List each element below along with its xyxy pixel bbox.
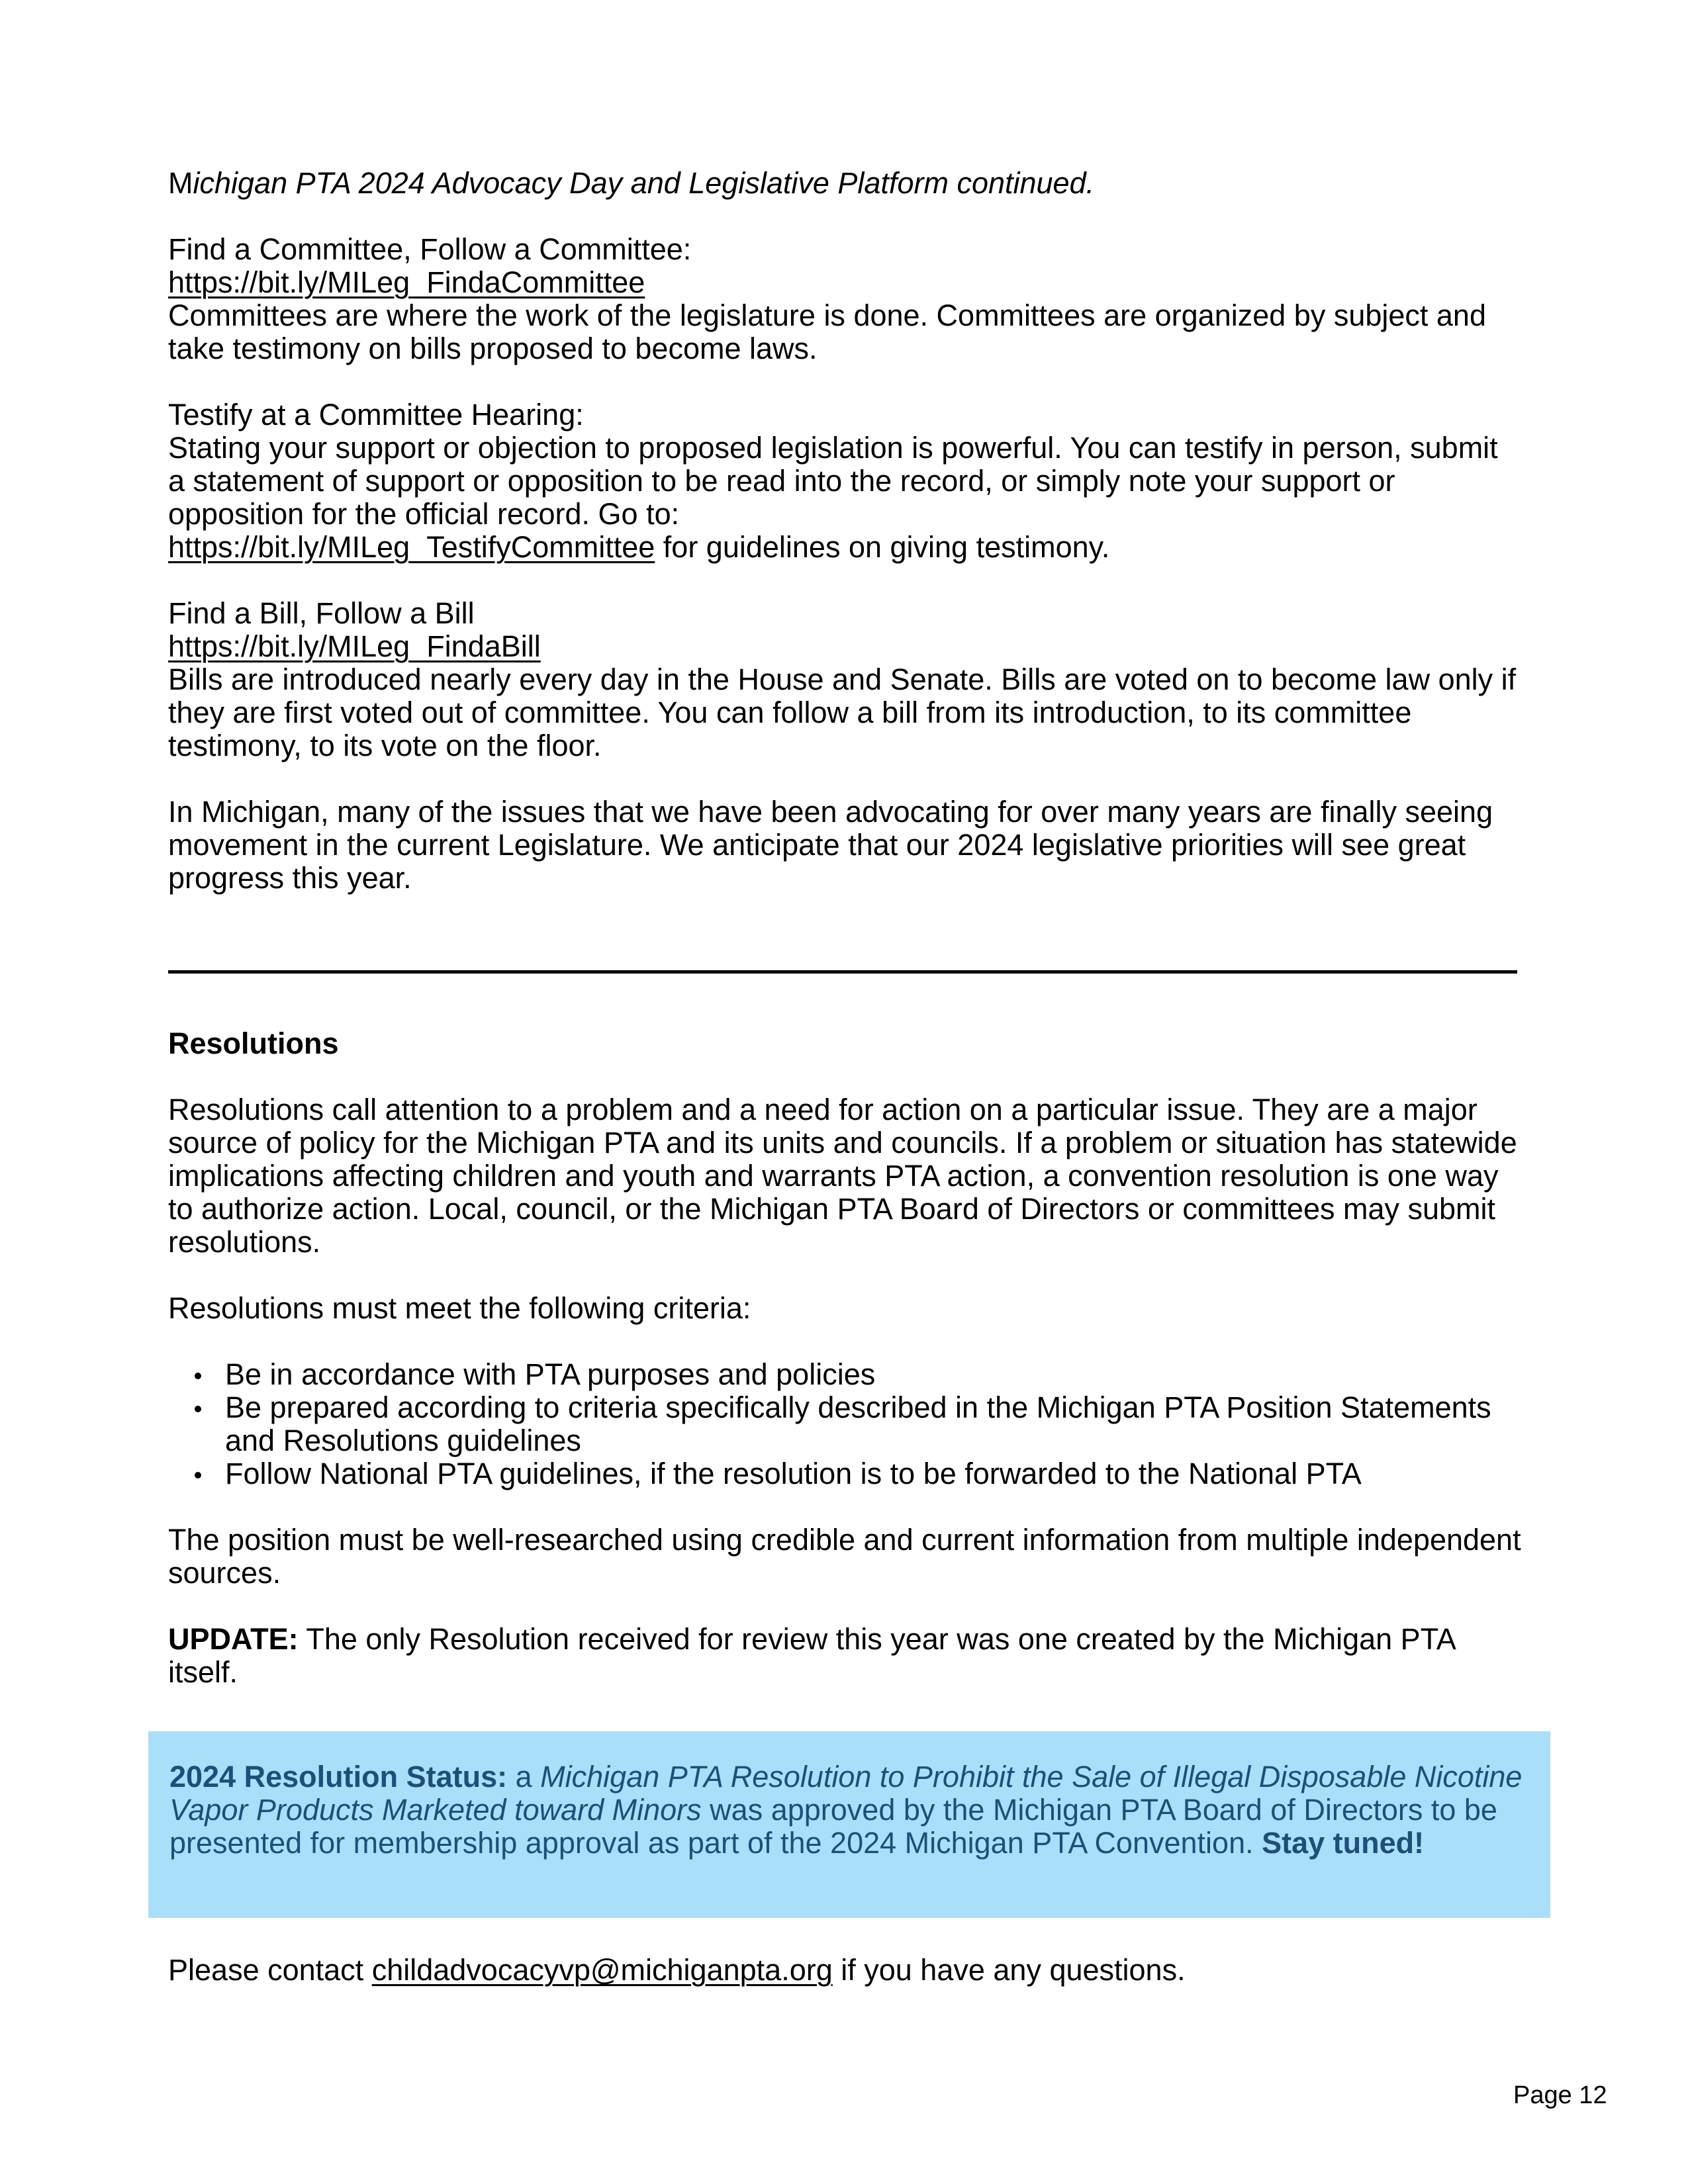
update-label: UPDATE: [168, 1622, 299, 1656]
update-paragraph [168, 1623, 1523, 1689]
section-divider [168, 970, 1517, 974]
criteria-list [168, 1358, 1523, 1490]
bill-link[interactable]: https://bit.ly/MILeg_FindaBill [168, 629, 541, 663]
status-article: a [507, 1760, 541, 1794]
status-text: was approved by the Michigan PTA Board of Directors to be presented for membership approval as part of the 2024 Michigan PTA Convention. [169, 1793, 1497, 1860]
committee-section [168, 233, 1523, 365]
update-text: The only Resolution received for review this year was one created by the Michigan PTA itself. [168, 1622, 1455, 1689]
testify-heading: Testify at a Committee Hearing: [168, 398, 584, 432]
committee-text: Committees are where the work of the legislature is done. Committees are organized by subject and take testimony on bills proposed to become laws. [168, 298, 1486, 365]
committee-heading: Find a Committee, Follow a Committee: [168, 232, 692, 266]
status-closing: Stay tuned! [1262, 1826, 1425, 1860]
resolutions-heading: Resolutions [168, 1026, 339, 1060]
testify-link-line [168, 531, 1523, 564]
contact-email-link[interactable]: childadvocacyvp@michiganpta.org [371, 1953, 833, 1987]
position-text: The position must be well-researched using credible and current information from multiple independent sources. [168, 1523, 1521, 1590]
page-number: Page 12 [1513, 2081, 1607, 2109]
michigan-progress-text: In Michigan, many of the issues that we have been advocating for over many years are finally seeing movement in the current Legislature. We anticipate that our 2024 legislative priorities will see great progress this year. [168, 795, 1493, 895]
testify-link[interactable]: https://bit.ly/MILeg_TestifyCommittee [168, 530, 655, 564]
resolution-status-box [148, 1731, 1550, 1918]
resolution-title: Michigan PTA Resolution to Prohibit the Sale of Illegal Disposable Nicotine Vapor Products Marketed toward Minors [169, 1760, 1523, 1827]
list-item: Be prepared according to criteria specifically described in the Michigan PTA Position Statements and Resolutions guidelines [168, 1391, 1523, 1457]
bill-section [168, 597, 1523, 762]
list-item: Be in accordance with PTA purposes and policies [168, 1358, 1523, 1391]
bill-heading: Find a Bill, Follow a Bill [168, 596, 475, 630]
continued-header [168, 167, 1523, 200]
resolutions-intro: Resolutions call attention to a problem and a need for action on a particular issue. They are a major source of policy for the Michigan PTA and its units and councils. If a problem or situation has statewide implications affecting children and youth and warrants PTA action, a convention resolution is one way to authorize action. Local, council, or the Michigan PTA Board of Directors or committees may submit resolutions. [168, 1093, 1517, 1259]
testify-text: Stating your support or objection to proposed legislation is powerful. You can testify in person, submit a statement of support or opposition to be read into the record, or simply note your support or opposition for the official record. Go to: [168, 431, 1498, 531]
contact-prefix: Please contact [168, 1953, 372, 1987]
testify-section [168, 398, 1523, 564]
continued-header-title: ichigan PTA 2024 Advocacy Day and Legislative Platform continued. [193, 166, 1095, 200]
committee-link[interactable]: https://bit.ly/MILeg_FindaCommittee [168, 265, 645, 299]
resolution-status-text [169, 1760, 1529, 1860]
testify-link-suffix: for guidelines on giving testimony. [655, 530, 1110, 564]
continued-header-prefix: M [168, 166, 193, 200]
status-label: 2024 Resolution Status: [169, 1760, 508, 1794]
list-item: Follow National PTA guidelines, if the resolution is to be forwarded to the National PTA [168, 1457, 1523, 1490]
criteria-intro: Resolutions must meet the following criteria: [168, 1291, 751, 1325]
contact-suffix: if you have any questions. [832, 1953, 1186, 1987]
bill-text: Bills are introduced nearly every day in the House and Senate. Bills are voted on to become law only if they are first voted out of committee. You can follow a bill from its introduction, to its committee testimony, to its vote on the floor. [168, 662, 1517, 762]
contact-paragraph [168, 1954, 1523, 1987]
